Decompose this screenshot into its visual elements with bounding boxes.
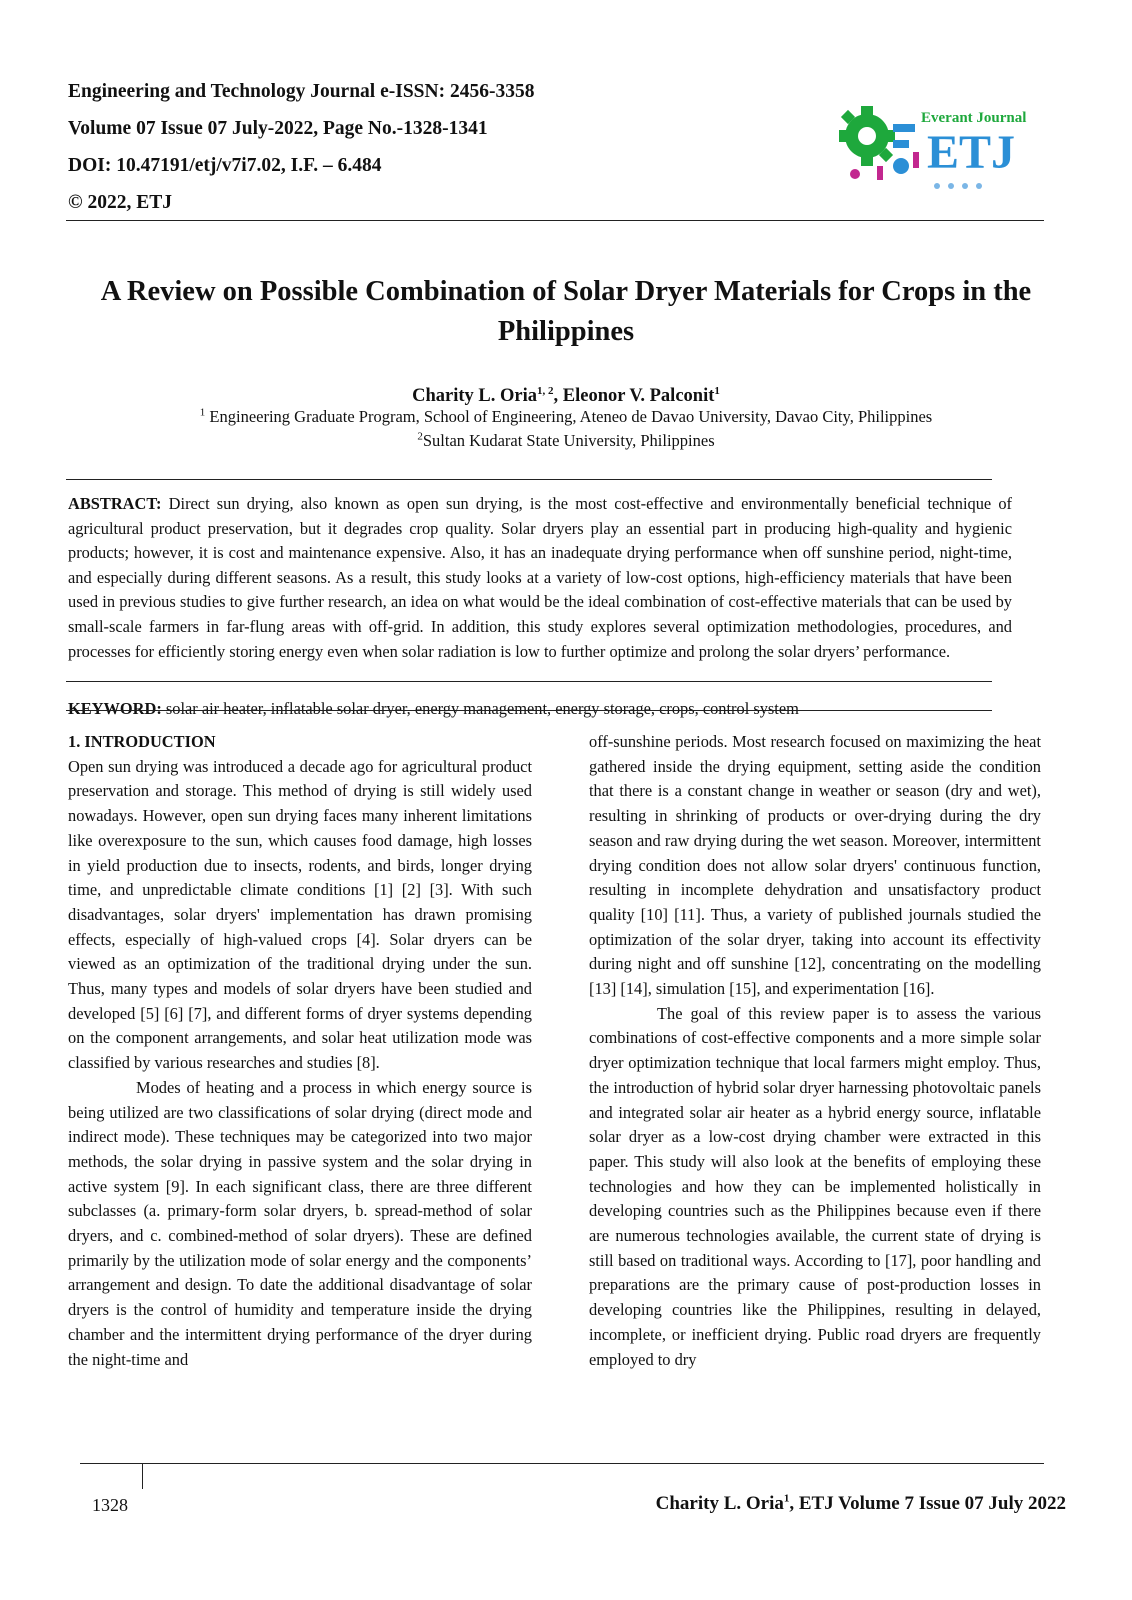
abstract-bottom-rule <box>66 681 992 682</box>
paragraph: Open sun drying was introduced a decade ago for agricultural product preservation and storage. This method of drying is still widely used nowadays. However, open sun drying faces many inherent limitations like overexposure to the sun, which causes food damage, high losses in yield production due to insects, rodents, and birds, longer drying time, and unpredictable climate conditions [1] [2] [3]. With such disadvantages, solar dryers' implementation has drawn promising effects, especially of high-valued crops [4]. Solar dryers can be viewed as an optimization of the traditional drying under the sun. Thus, many types and models of solar dryers have been studied and developed [5] [6] [7], and different forms of dryer systems depending on the component arrangements, and solar heat utilization mode was classified by various researches and studies [8]. <box>68 756 532 1073</box>
left-column <box>68 730 532 1372</box>
paragraph: The goal of this review paper is to assess the various combinations of cost-effective components and a more simple solar dryer optimization technique that local farmers might employ. Thus, the introduction of hybrid solar dryer harnessing photovoltaic panels and integrated solar air heater as a hybrid energy source, inflatable solar dryer as a low-cost drying chamber were extracted in this paper. This study will also look at the benefits of employing these technologies and how they can be implemented holistically in developing countries such as the Philippines because even if there are numerous technologies available, the current state of drying is still based on traditional ways. According to [17], poor handling and preparations are the primary cause of post-production losses in developing countries like the Philippines, resulting in delayed, incomplete, or inefficient drying. Public road dryers are frequently employed to dry <box>589 1003 1041 1369</box>
author-affiliation-mark: 1, 2 <box>537 384 554 397</box>
running-footer <box>656 1493 1066 1515</box>
copyright-line: © 2022, ETJ <box>68 192 172 213</box>
paragraph: off-sunshine periods. Most research focused on maximizing the heat gathered inside the drying equipment, setting aside the condition that there is a constant change in weather or season (dry and wet), resulting in shrinking of products or over-drying during the dry season and raw drying during the wet season. Moreover, intermittent drying condition does not allow solar dryers' continuous function, resulting in incomplete dehydration and unsatisfactory product quality [10] [11]. Thus, a variety of published journals studied the optimization of the solar dryer, taking into account its effectivity during night and off sunshine [12], concentrating on the modelling [13] [14], simulation [15], and experimentation [16]. <box>589 732 1041 999</box>
footer-divider <box>142 1463 143 1489</box>
affiliation-2 <box>60 430 1072 452</box>
logo-main-text: ETJ <box>927 126 1016 179</box>
author-affiliation-mark: 1 <box>714 384 720 397</box>
page-number: 1328 <box>92 1495 128 1515</box>
doi-line: DOI: 10.47191/etj/v7i7.02, I.F. – 6.484 <box>68 155 382 176</box>
author-separator: , <box>553 386 563 406</box>
footer-citation: , ETJ Volume 7 Issue 07 July 2022 <box>789 1493 1066 1514</box>
header-rule <box>66 220 1044 221</box>
keyword-label: KEYWORD: <box>68 699 162 718</box>
etj-logo <box>827 88 1037 200</box>
etj-logo-graphic <box>827 88 1037 200</box>
paragraph: Modes of heating and a process in which energy source is being utilized are two classifications of solar drying (direct mode and indirect mode). These techniques may be categorized into two major methods, the solar drying in passive system and the solar drying in active system [9]. In each significant class, there are three different subclasses (a. primary-form solar dryers, b. spread-method of solar dryers, and c. combined-method of solar dryers). These are defined primarily by the utilization mode of solar energy and the components’ arrangement and design. To date the additional disadvantage of solar dryers is the control of humidity and temperature inside the drying chamber and the intermittent drying performance of the dryer during the night-time and <box>68 1077 532 1369</box>
affiliation-1 <box>60 406 1072 428</box>
abstract-top-rule <box>66 479 992 480</box>
footer-author-mark: 1 <box>783 1492 790 1505</box>
author-name: Charity L. Oria <box>412 386 537 406</box>
section-heading: 1. INTRODUCTION <box>68 732 216 751</box>
keyword-rule <box>66 710 992 711</box>
author-name: Eleonor V. Palconit <box>562 386 715 406</box>
abstract-label: ABSTRACT: <box>68 494 162 513</box>
keyword-text: solar air heater, inflatable solar dryer, energy management, energy storage, crops, control system <box>161 699 799 718</box>
affiliation-text: Engineering Graduate Program, School of Engineering, Ateneo de Davao University, Davao City, Philippines <box>205 407 933 426</box>
abstract <box>68 492 1012 664</box>
affiliation-text: Sultan Kudarat State University, Philippines <box>422 431 715 450</box>
volume-issue: Volume 07 Issue 07 July-2022, Page No.-1328-1341 <box>68 118 488 139</box>
logo-top-text: Everant Journal <box>921 110 1027 126</box>
affiliation-mark: 2 <box>417 430 423 443</box>
author-list <box>60 386 1072 407</box>
affiliation-mark: 1 <box>199 406 206 419</box>
paper-title: A Review on Possible Combination of Solar Dryer Materials for Crops in the Philippines <box>100 276 1032 347</box>
footer-rule <box>80 1463 1044 1464</box>
journal-name: Engineering and Technology Journal e-ISSN: 2456-3358 <box>68 81 535 102</box>
footer-author: Charity L. Oria <box>655 1493 784 1514</box>
abstract-text: Direct sun drying, also known as open sun drying, is the most cost-effective and environmentally beneficial technique of agricultural product preservation, but it degrades crop quality. Solar dryers play an essential part in producing high-quality and hygienic products; however, it is cost and maintenance expensive. Also, it has an inadequate drying performance when off sunshine period, night-time, and especially during different seasons. As a result, this study looks at a variety of low-cost options, high-efficiency materials that have been used in previous studies to give further research, an idea on what would be the ideal combination of cost-effective materials that can be used by small-scale farmers in far-flung areas with off-grid. In addition, this study explores several optimization methodologies, procedures, and processes for efficiently storing energy even when solar radiation is low to further optimize and prolong the solar dryers’ performance. <box>68 494 1012 661</box>
keywords <box>68 698 1012 720</box>
right-column <box>589 730 1041 1372</box>
